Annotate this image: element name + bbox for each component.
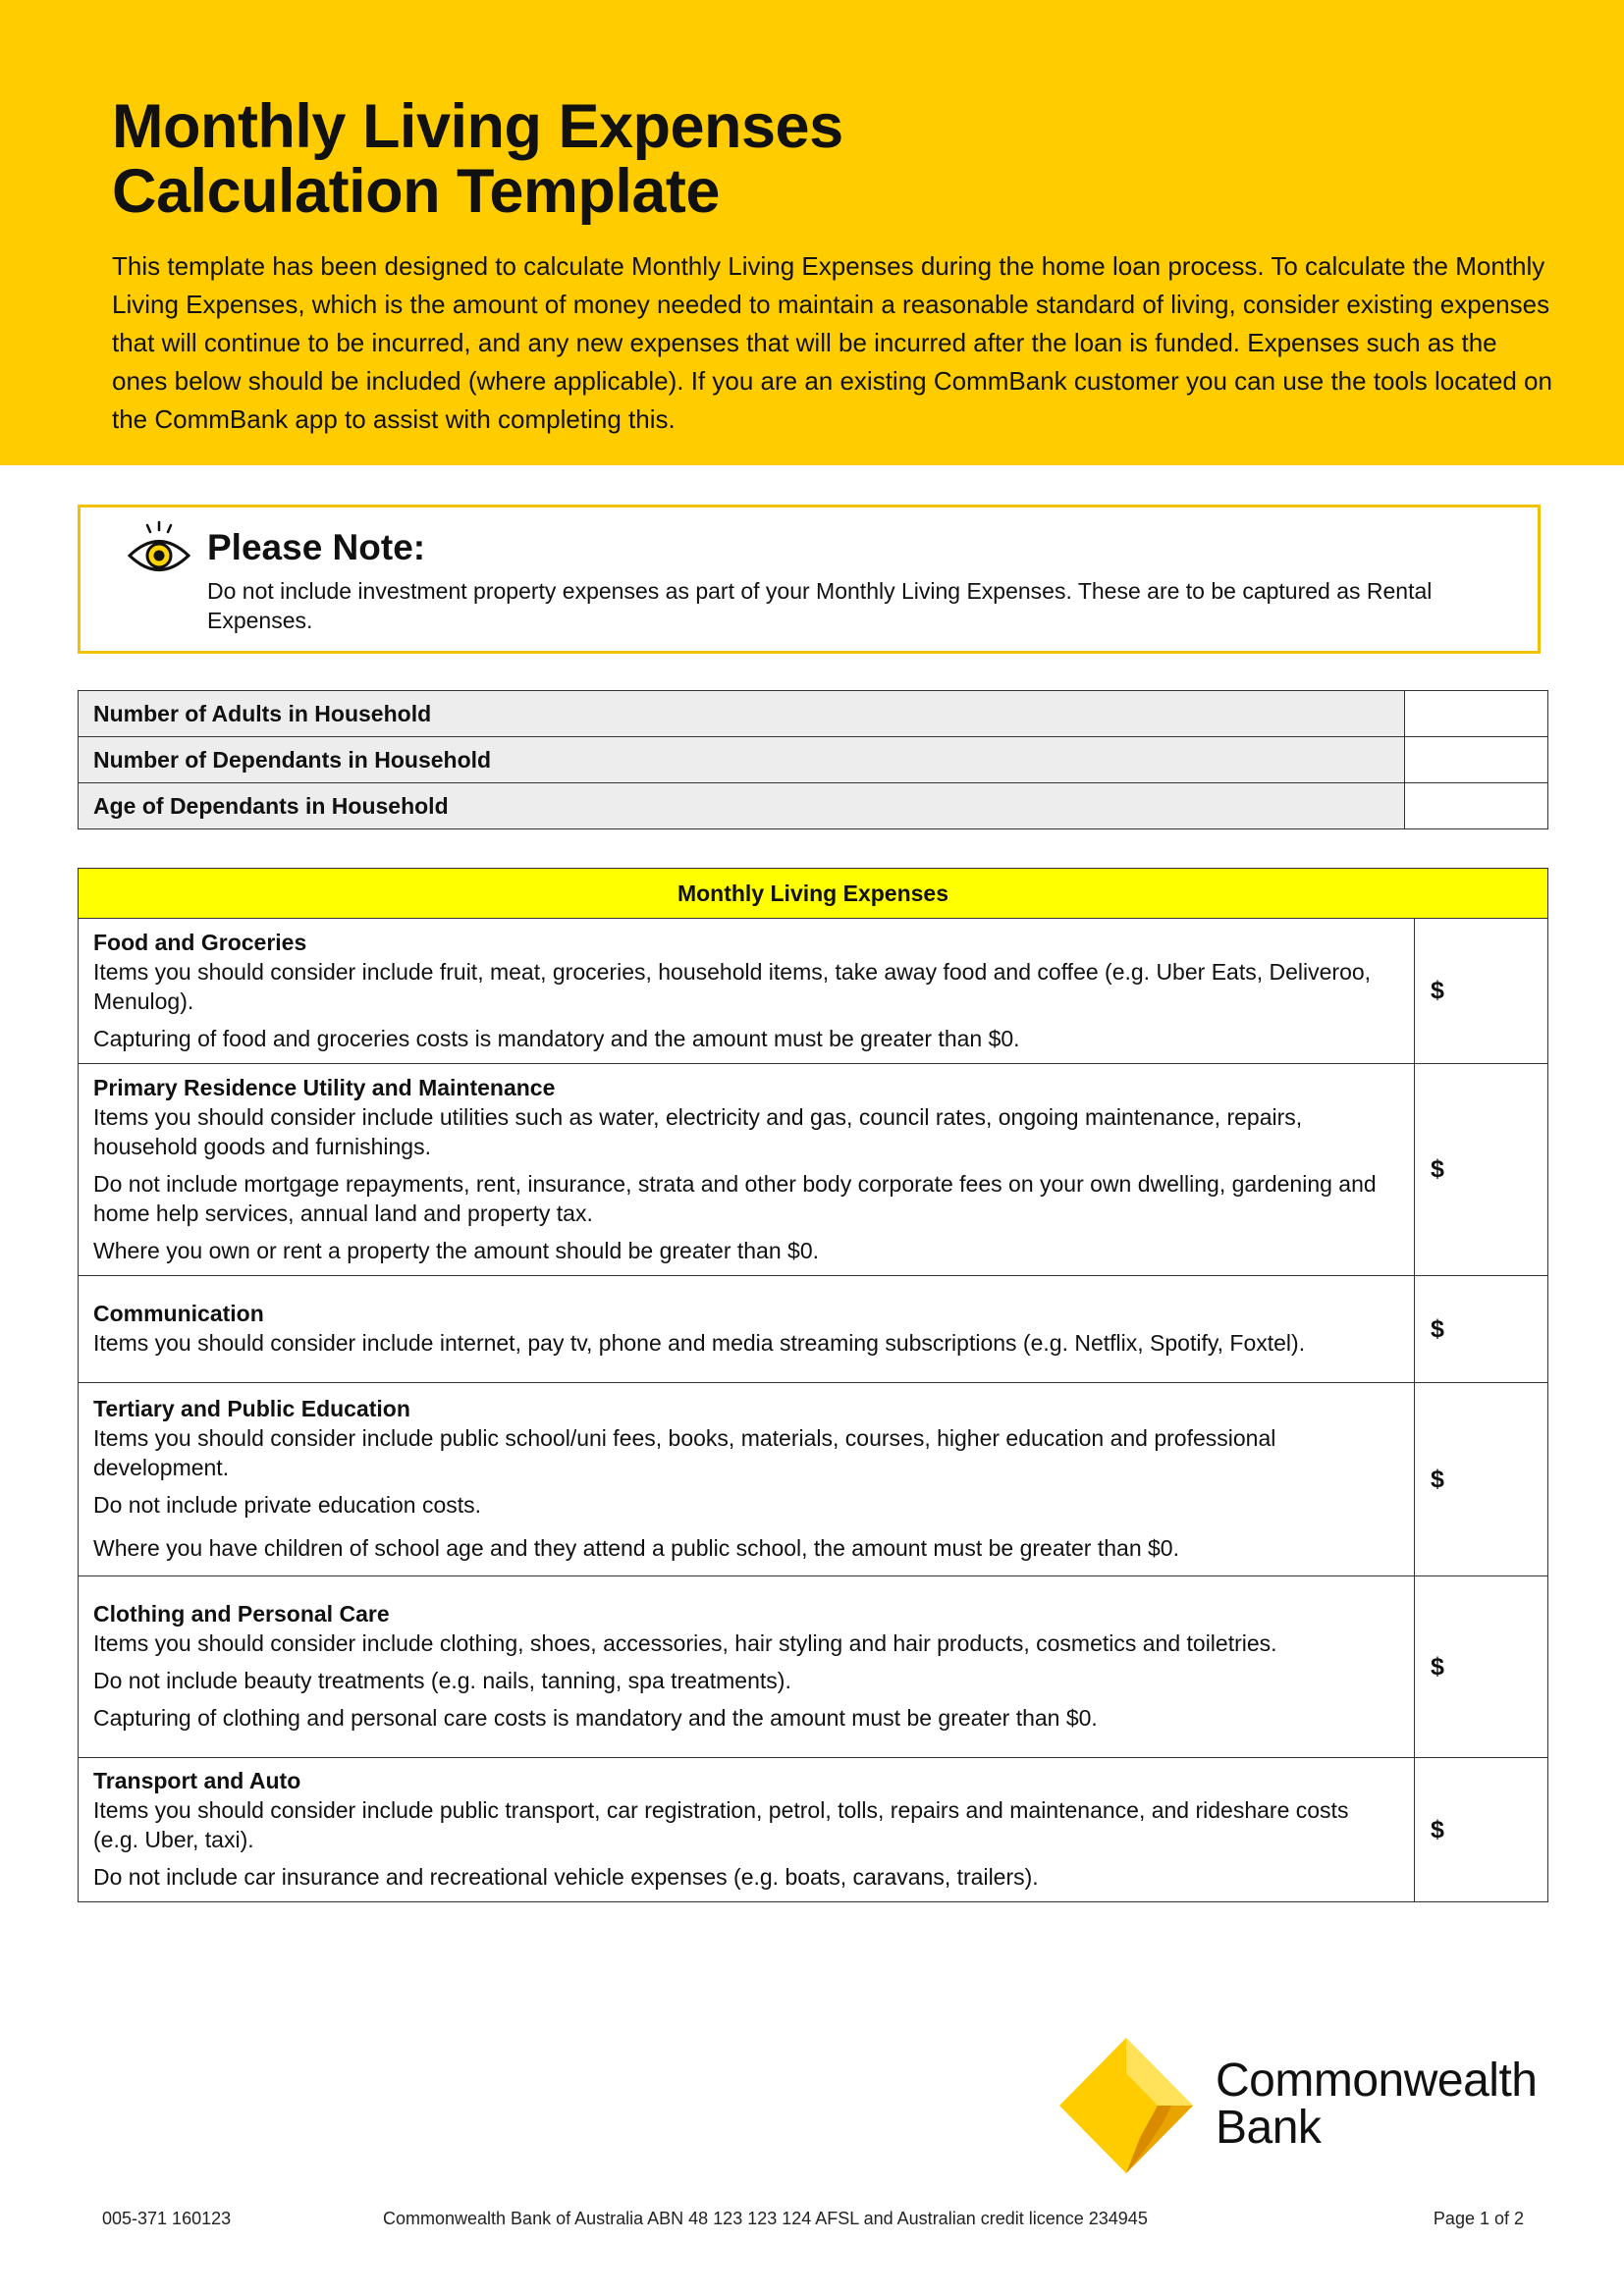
expense-title: Clothing and Personal Care <box>93 1601 390 1627</box>
amount-field[interactable]: $ <box>1415 1576 1548 1758</box>
bank-wordmark <box>1216 2057 1537 2152</box>
expense-text: Where you own or rent a property the amount should be greater than $0. <box>93 1237 819 1263</box>
expense-row-food <box>79 919 1548 1064</box>
expense-row-communication <box>79 1276 1548 1383</box>
expense-text: Do not include beauty treatments (e.g. nails, tanning, spa treatments). <box>93 1668 791 1693</box>
expenses-table <box>78 868 1548 1902</box>
dependants-label: Number of Dependants in Household <box>79 737 1405 783</box>
amount-field[interactable]: $ <box>1415 1758 1548 1902</box>
amount-field[interactable]: $ <box>1415 1383 1548 1576</box>
expense-title: Transport and Auto <box>93 1768 301 1793</box>
expense-text: Capturing of clothing and personal care costs is mandatory and the amount must be greater than $0. <box>93 1705 1098 1731</box>
expense-text: Items you should consider include public school/uni fees, books, materials, courses, higher education and professional development. <box>93 1425 1276 1480</box>
dependants-age-label: Age of Dependants in Household <box>79 783 1405 829</box>
dependants-field[interactable] <box>1405 737 1548 783</box>
legal-text: Commonwealth Bank of Australia ABN 48 123 123 124 AFSL and Australian credit licence 234945 <box>383 2209 1148 2228</box>
note-title: Please Note: <box>207 527 426 567</box>
note-box <box>78 505 1541 654</box>
bank-name-line-1: Commonwealth <box>1216 2055 1538 2107</box>
expense-description <box>79 1576 1415 1758</box>
title-line-1: Monthly Living Expenses <box>112 92 843 161</box>
expense-text: Items you should consider include internet, pay tv, phone and media streaming subscriptions (e.g. Netflix, Spotify, Foxtel). <box>93 1330 1306 1356</box>
expense-text: Items you should consider include public transport, car registration, petrol, tolls, repairs and maintenance, and rideshare costs (e.g. Uber, taxi). <box>93 1797 1349 1852</box>
expense-text: Do not include car insurance and recreational vehicle expenses (e.g. boats, caravans, trailers). <box>93 1864 1039 1890</box>
expense-title: Primary Residence Utility and Maintenance <box>93 1074 556 1100</box>
amount-field[interactable]: $ <box>1415 1064 1548 1276</box>
household-table <box>78 690 1548 829</box>
expense-row-education <box>79 1383 1548 1576</box>
expense-description <box>79 1064 1415 1276</box>
intro-paragraph: This template has been designed to calculate Monthly Living Expenses during the home loan process. To calculate the Monthly Living Expenses, which is the amount of money needed to maintain a reasonable standard of living, consider existing expenses that will continue to be incurred, and any new expenses that will be incurred after the loan is funded. Expenses such as the ones below should be included (where applicable). If you are an existing CommBank customer you can use the tools located on the CommBank app to assist with completing this. <box>112 251 1552 434</box>
expense-description <box>79 1383 1415 1576</box>
bank-name-line-2: Bank <box>1216 2102 1322 2154</box>
expense-title: Food and Groceries <box>93 929 307 955</box>
note-body: Do not include investment property expenses as part of your Monthly Living Expenses. These are to be captured as Rental Expenses. <box>207 578 1433 633</box>
expense-text: Do not include mortgage repayments, rent, insurance, strata and other body corporate fees on your own dwelling, gardening and home help services, annual land and property tax. <box>93 1170 1377 1226</box>
expense-description <box>79 919 1415 1064</box>
expense-row-transport <box>79 1758 1548 1902</box>
title-line-2: Calculation Template <box>112 157 720 226</box>
household-row <box>79 691 1548 737</box>
expense-text: Items you should consider include fruit, meat, groceries, household items, take away food and coffee (e.g. Uber Eats, Deliveroo, Menulog). <box>93 958 1372 1014</box>
amount-field[interactable]: $ <box>1415 919 1548 1064</box>
expense-description <box>79 1758 1415 1902</box>
expense-row-utilities <box>79 1064 1548 1276</box>
household-row <box>79 783 1548 829</box>
household-row <box>79 737 1548 783</box>
expense-title: Communication <box>93 1301 264 1326</box>
expenses-heading: Monthly Living Expenses <box>79 869 1548 919</box>
expense-text: Items you should consider include utilities such as water, electricity and gas, council rates, ongoing maintenance, repairs, household goods and furnishings. <box>93 1103 1303 1159</box>
document-code: 005-371 160123 <box>102 2209 232 2228</box>
page-title <box>112 94 1192 224</box>
eye-icon <box>124 519 194 582</box>
adults-label: Number of Adults in Household <box>79 691 1405 737</box>
amount-field[interactable]: $ <box>1415 1276 1548 1383</box>
expense-text: Where you have children of school age and they attend a public school, the amount must be greater than $0. <box>93 1535 1179 1561</box>
expense-text: Items you should consider include clothing, shoes, accessories, hair styling and hair products, cosmetics and toiletries. <box>93 1630 1277 1656</box>
expense-text: Do not include private education costs. <box>93 1492 482 1518</box>
expense-text: Capturing of food and groceries costs is mandatory and the amount must be greater than $0. <box>93 1025 1020 1051</box>
expense-row-clothing <box>79 1576 1548 1758</box>
header-banner <box>0 0 1624 465</box>
expense-title: Tertiary and Public Education <box>93 1396 410 1421</box>
expense-description <box>79 1276 1415 1383</box>
adults-field[interactable] <box>1405 691 1548 737</box>
page-number: Page 1 of 2 <box>1433 2209 1524 2228</box>
dependants-age-field[interactable] <box>1405 783 1548 829</box>
